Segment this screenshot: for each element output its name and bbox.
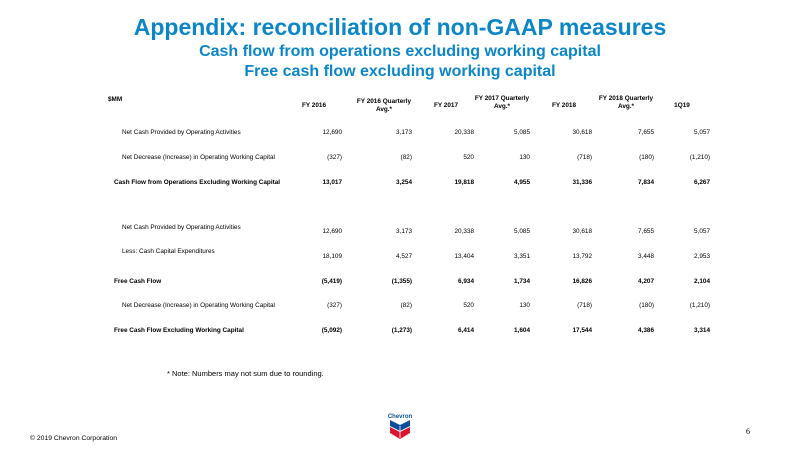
column-header: FY 2016 Quarterly Avg.*	[356, 98, 412, 113]
table-cell: 520	[463, 302, 474, 309]
table-cell: 4,386	[638, 327, 654, 334]
table-cell: 18,109	[322, 253, 342, 260]
table-cell: 12,690	[322, 228, 342, 235]
table-cell: (1,210)	[689, 302, 710, 309]
row-label: Less: Cash Capital Expenditures	[122, 248, 215, 255]
table-cell: 20,338	[454, 228, 474, 235]
subtitle-cash-flow: Cash flow from operations excluding working capital	[199, 43, 601, 60]
table-cell: 19,818	[454, 179, 474, 186]
table-cell: 4,527	[396, 253, 412, 260]
table-cell: 2,953	[694, 253, 710, 260]
table-cell: (1,273)	[391, 327, 412, 334]
table-cell: 6,934	[458, 278, 474, 285]
table-cell: 12,690	[322, 129, 342, 136]
row-label: Net Cash Provided by Operating Activities	[122, 224, 241, 231]
table-cell: 7,655	[638, 228, 654, 235]
table-cell: 17,544	[572, 327, 592, 334]
row-label: Net Decrease (Increase) in Operating Working Capital	[122, 154, 275, 161]
copyright: © 2019 Chevron Corporation	[30, 435, 117, 442]
unit-label: $MM	[108, 96, 123, 103]
table-cell: 4,207	[638, 278, 654, 285]
table-cell: 3,173	[396, 228, 412, 235]
column-header: FY 2018 Quarterly Avg.*	[598, 95, 654, 110]
table-cell: (1,355)	[391, 278, 412, 285]
subtitle-free-cash-flow: Free cash flow excluding working capital	[244, 63, 556, 80]
table-cell: 6,414	[458, 327, 474, 334]
row-label: Net Cash Provided by Operating Activities	[122, 129, 241, 136]
table-cell: 13,792	[572, 253, 592, 260]
table-cell: 3,351	[514, 253, 530, 260]
table-cell: (5,419)	[321, 278, 342, 285]
table-cell: (327)	[327, 302, 342, 309]
table-cell: 130	[519, 154, 530, 161]
table-cell: 2,104	[694, 278, 710, 285]
table-cell: 13,017	[322, 179, 342, 186]
column-header: FY 2017 Quarterly Avg.*	[474, 95, 530, 110]
table-cell: (82)	[400, 302, 412, 309]
column-header: FY 2018	[551, 102, 577, 109]
table-cell: (180)	[639, 302, 654, 309]
row-label: Free Cash Flow	[114, 278, 162, 285]
column-header: 1Q19	[674, 102, 690, 109]
table-cell: 30,618	[572, 228, 592, 235]
page-title: Appendix: reconciliation of non-GAAP measures	[133, 14, 667, 40]
column-header: FY 2016	[301, 102, 327, 109]
table-cell: 3,254	[396, 179, 412, 186]
table-cell: 5,085	[514, 228, 530, 235]
table-cell: 7,655	[638, 129, 654, 136]
table-cell: 16,826	[572, 278, 592, 285]
table-cell: 3,314	[694, 327, 710, 334]
table-cell: (180)	[639, 154, 654, 161]
table-cell: 20,338	[454, 129, 474, 136]
table-cell: 3,173	[396, 129, 412, 136]
table-cell: 6,267	[694, 179, 710, 186]
table-cell: (1,210)	[689, 154, 710, 161]
table-cell: 4,955	[514, 179, 530, 186]
table-cell: 5,057	[694, 129, 710, 136]
table-cell: 1,604	[514, 327, 530, 334]
table-cell: (5,092)	[321, 327, 342, 334]
table-cell: (718)	[577, 302, 592, 309]
table-cell: 520	[463, 154, 474, 161]
chevron-logo	[383, 412, 417, 442]
row-label: Net Decrease (Increase) in Operating Working Capital	[122, 302, 275, 309]
logo-wordmark: Chevron	[387, 414, 413, 420]
row-label: Free Cash Flow Excluding Working Capital	[114, 327, 244, 334]
table-cell: 30,618	[572, 129, 592, 136]
table-cell: 5,057	[694, 228, 710, 235]
column-header: FY 2017	[433, 102, 459, 109]
table-cell: 31,336	[572, 179, 592, 186]
table-cell: (82)	[400, 154, 412, 161]
table-cell: 1,734	[514, 278, 530, 285]
page-number: 6	[746, 427, 750, 436]
table-cell: 5,085	[514, 129, 530, 136]
table-cell: (718)	[577, 154, 592, 161]
table-cell: 7,834	[638, 179, 654, 186]
table-cell: 3,448	[638, 253, 654, 260]
row-label: Cash Flow from Operations Excluding Working Capital	[114, 179, 281, 186]
table-cell: (327)	[327, 154, 342, 161]
table-cell: 130	[519, 302, 530, 309]
table-cell: 13,404	[454, 253, 474, 260]
rounding-note: * Note: Numbers may not sum due to rounding.	[167, 369, 324, 378]
